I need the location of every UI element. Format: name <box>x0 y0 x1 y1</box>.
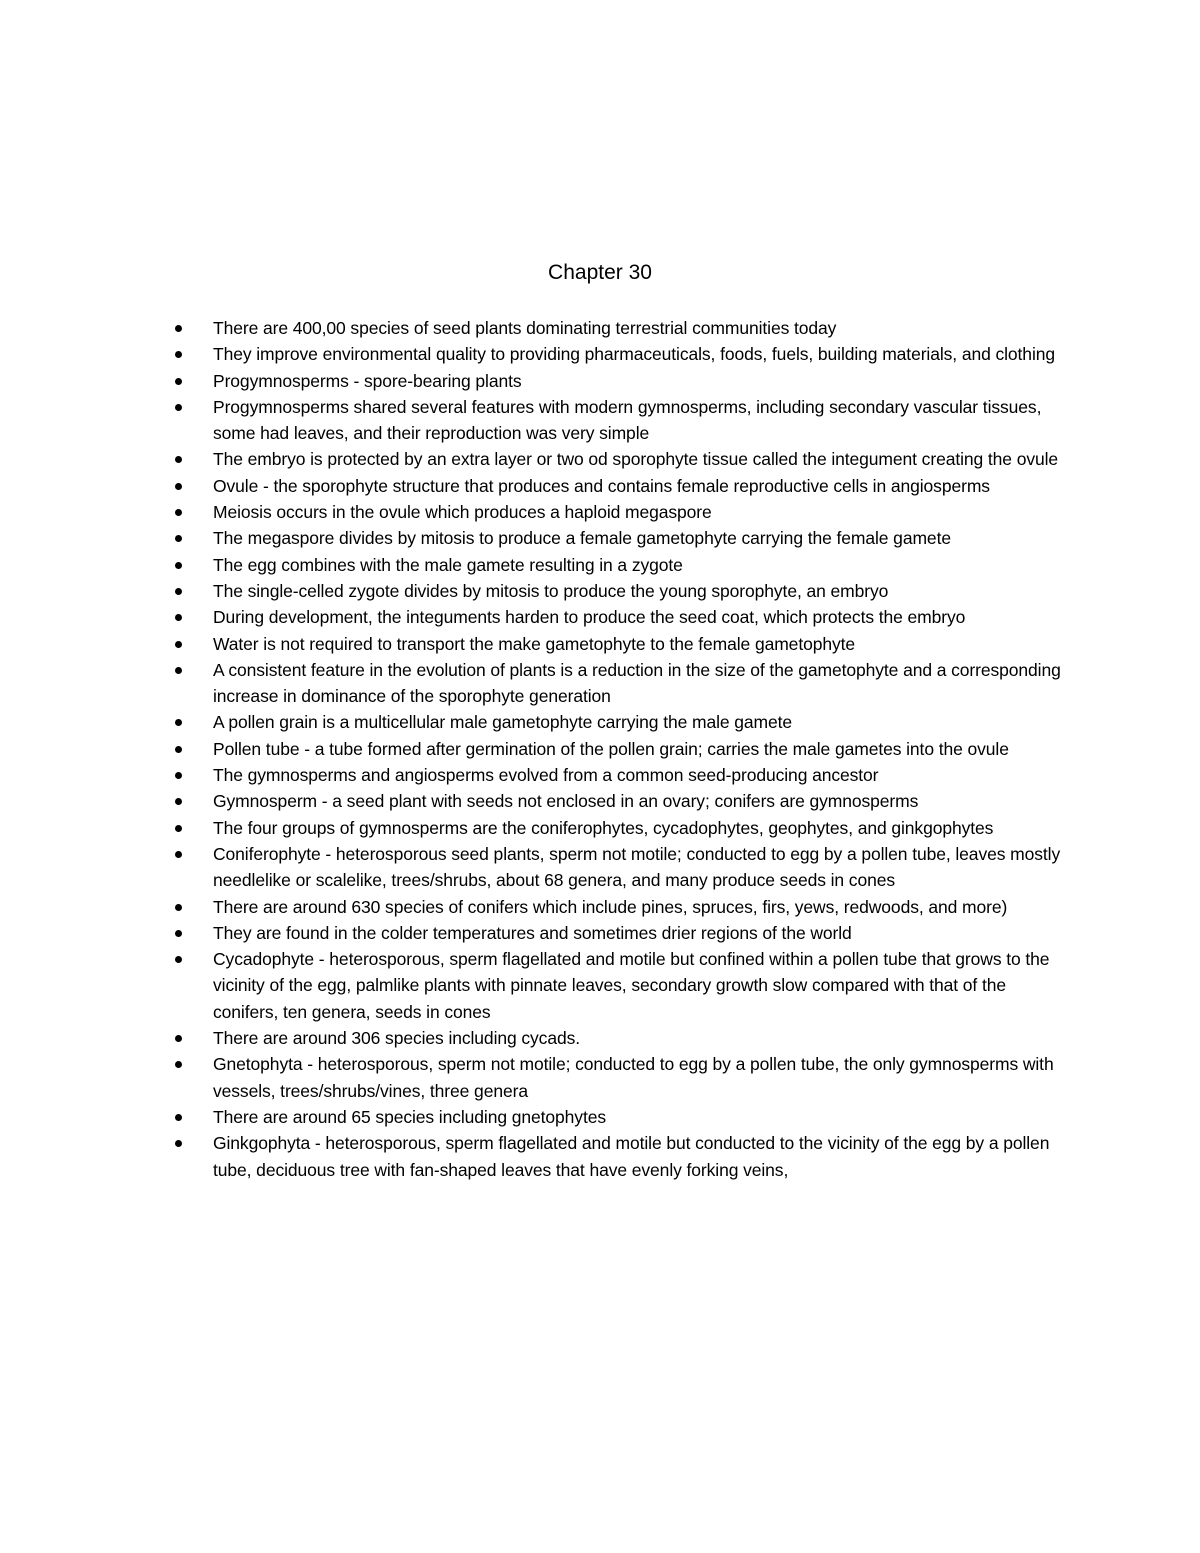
list-item <box>175 525 1065 551</box>
bullet-dot-icon <box>175 562 182 569</box>
list-item <box>175 368 1065 394</box>
bullet-dot-icon <box>175 1035 182 1042</box>
list-item <box>175 631 1065 657</box>
list-item-text: Cycadophyte - heterosporous, sperm flagellated and motile but confined within a pollen tube that grows to the vicinity of the egg, palmlike plants with pinnate leaves, secondary growth slow compared with that of the conifers, ten genera, seeds in cones <box>213 949 1050 1022</box>
bullet-dot-icon <box>175 456 182 463</box>
list-item <box>175 499 1065 525</box>
list-item-text: Ginkgophyta - heterosporous, sperm flagellated and motile but conducted to the vicinity of the egg by a pollen tube, deciduous tree with fan-shaped leaves that have evenly forking veins, <box>213 1133 1050 1180</box>
list-item-text: Gymnosperm - a seed plant with seeds not enclosed in an ovary; conifers are gymnosperms <box>213 791 919 812</box>
list-item <box>175 1130 1065 1183</box>
list-item <box>175 578 1065 604</box>
list-item <box>175 394 1065 447</box>
list-item <box>175 762 1065 788</box>
bullet-dot-icon <box>175 588 182 595</box>
list-item <box>175 1051 1065 1104</box>
list-item-text: A consistent feature in the evolution of plants is a reduction in the size of the gametophyte and a corresponding increase in dominance of the sporophyte generation <box>213 659 1061 707</box>
list-item <box>175 736 1065 762</box>
bullet-dot-icon <box>175 641 182 648</box>
bullet-dot-icon <box>175 1140 182 1147</box>
list-item-text: There are around 65 species including gnetophytes <box>213 1106 607 1127</box>
bullet-dot-icon <box>175 351 182 358</box>
bullet-dot-icon <box>175 1114 182 1121</box>
bullet-dot-icon <box>175 772 182 779</box>
list-item <box>175 709 1065 735</box>
list-item-text: Ovule - the sporophyte structure that produces and contains female reproductive cells in angiosperms <box>213 475 990 496</box>
list-item-text: There are around 630 species of conifers which include pines, spruces, firs, yews, redwoods, and more) <box>213 896 1008 917</box>
list-item <box>175 788 1065 814</box>
list-item <box>175 315 1065 341</box>
list-item <box>175 341 1065 367</box>
list-item-text: Gnetophyta - heterosporous, sperm not motile; conducted to egg by a pollen tube, the only gymnosperms with vessels, trees/shrubs/vines, three genera <box>213 1054 1054 1101</box>
list-item-text: Progymnosperms - spore-bearing plants <box>213 370 522 391</box>
bullet-dot-icon <box>175 325 182 332</box>
bullet-dot-icon <box>175 535 182 542</box>
list-item-text: They improve environmental quality to providing pharmaceuticals, foods, fuels, building materials, and clothing <box>213 344 1055 365</box>
list-item-text: Meiosis occurs in the ovule which produces a haploid megaspore <box>213 502 712 523</box>
bullet-dot-icon <box>175 404 182 411</box>
bullet-dot-icon <box>175 851 182 858</box>
list-item-text: Pollen tube - a tube formed after germination of the pollen grain; carries the male gametes into the ovule <box>213 738 1009 759</box>
bullet-dot-icon <box>175 378 182 385</box>
list-item <box>175 920 1065 946</box>
list-item <box>175 841 1065 894</box>
list-item-text: The gymnosperms and angiosperms evolved from a common seed-producing ancestor <box>213 765 879 786</box>
bullet-dot-icon <box>175 930 182 937</box>
bullet-dot-icon <box>175 667 182 674</box>
list-item-text: Progymnosperms shared several features with modern gymnosperms, including secondary vascular tissues, some had leaves, and their reproduction was very simple <box>213 396 1042 444</box>
list-item <box>175 657 1065 710</box>
bullet-dot-icon <box>175 509 182 516</box>
list-item <box>175 604 1065 630</box>
bullet-dot-icon <box>175 798 182 805</box>
bullet-list <box>175 315 1065 1183</box>
list-item <box>175 552 1065 578</box>
bullet-dot-icon <box>175 614 182 621</box>
bullet-dot-icon <box>175 483 182 490</box>
list-item <box>175 1025 1065 1051</box>
list-item-text: There are 400,00 species of seed plants dominating terrestrial communities today <box>213 318 837 338</box>
list-item-text: The egg combines with the male gamete resulting in a zygote <box>213 554 683 575</box>
list-item <box>175 815 1065 841</box>
list-item-text: The four groups of gymnosperms are the coniferophytes, cycadophytes, geophytes, and ginkgophytes <box>213 817 994 838</box>
bullet-dot-icon <box>175 1061 182 1068</box>
page-title: Chapter 30 <box>548 261 652 284</box>
list-item-text: They are found in the colder temperatures and sometimes drier regions of the world <box>213 922 852 943</box>
bullet-dot-icon <box>175 746 182 753</box>
list-item-text: Water is not required to transport the make gametophyte to the female gametophyte <box>213 633 856 654</box>
list-item-text: A pollen grain is a multicellular male gametophyte carrying the male gamete <box>213 712 793 733</box>
list-item <box>175 894 1065 920</box>
list-item <box>175 946 1065 1025</box>
list-item <box>175 446 1065 472</box>
bullet-dot-icon <box>175 956 182 963</box>
bullet-dot-icon <box>175 825 182 832</box>
list-item <box>175 473 1065 499</box>
list-item-text: During development, the integuments harden to produce the seed coat, which protects the embryo <box>213 607 966 628</box>
list-item-text: There are around 306 species including cycads. <box>213 1028 581 1049</box>
list-item-text: The megaspore divides by mitosis to produce a female gametophyte carrying the female gamete <box>213 528 951 549</box>
bullet-dot-icon <box>175 719 182 726</box>
list-item-text: The embryo is protected by an extra layer or two od sporophyte tissue called the integument creating the ovule <box>213 449 1059 470</box>
list-item-text: Coniferophyte - heterosporous seed plants, sperm not motile; conducted to egg by a pollen tube, leaves mostly needlelike or scalelike, trees/shrubs, about 68 genera, and many produce seeds in cones <box>213 843 1061 891</box>
list-item <box>175 1104 1065 1130</box>
bullet-dot-icon <box>175 904 182 911</box>
list-item-text: The single-celled zygote divides by mitosis to produce the young sporophyte, an embryo <box>213 580 889 601</box>
